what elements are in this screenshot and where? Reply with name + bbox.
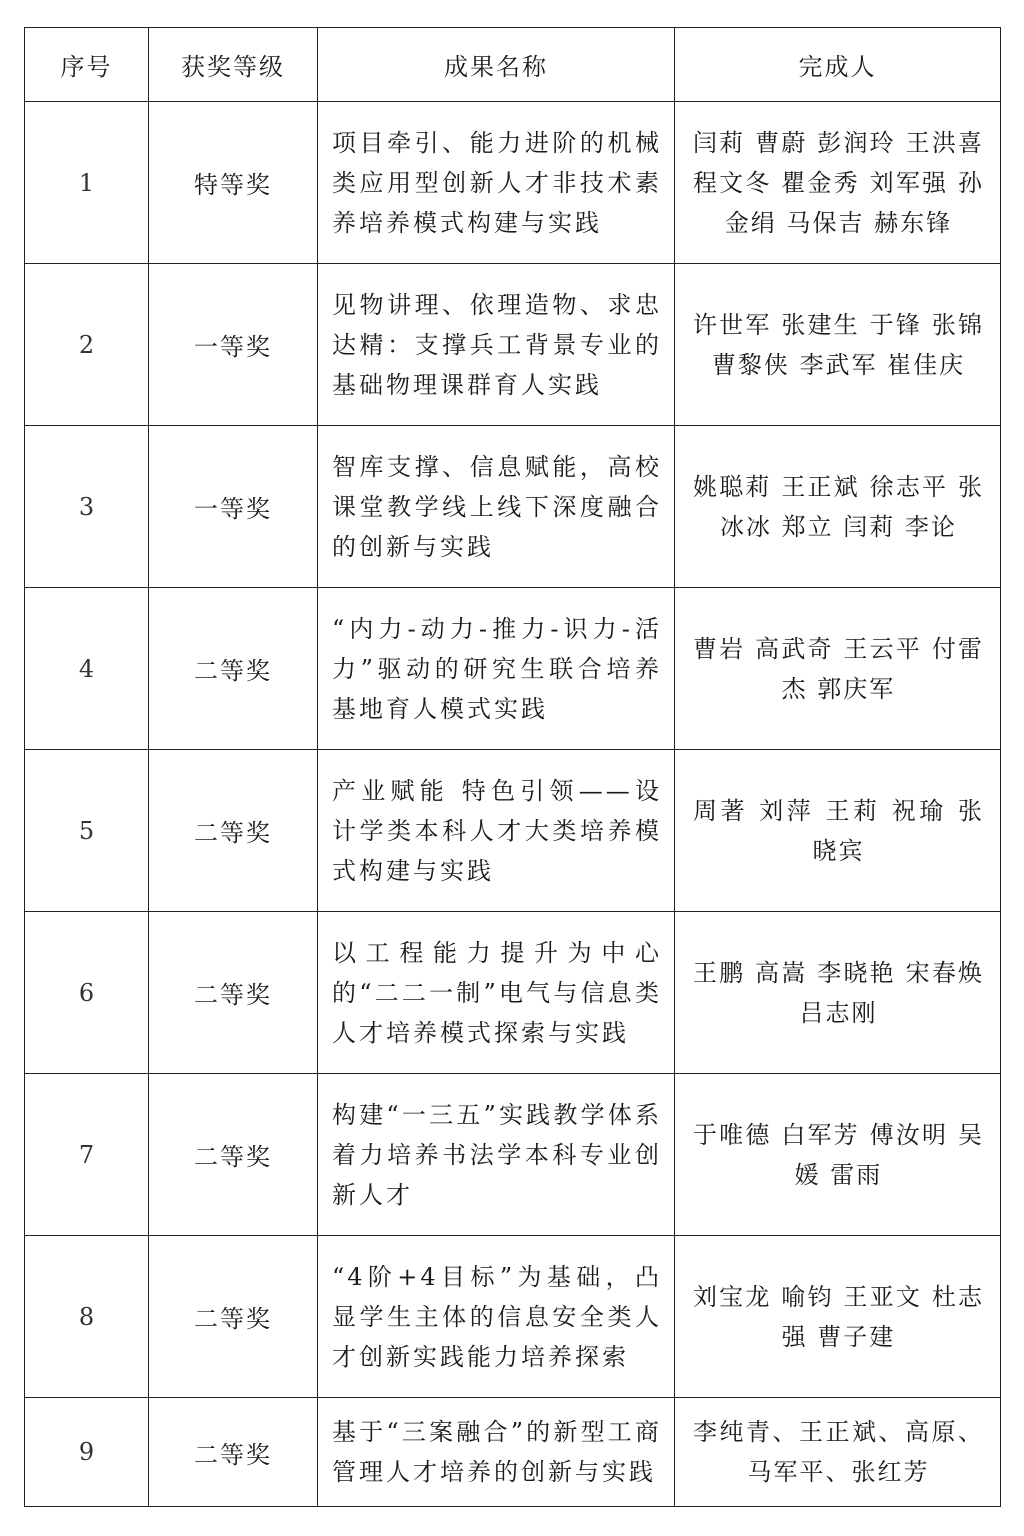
header-level: 获奖等级: [149, 28, 318, 102]
header-no: 序号: [25, 28, 149, 102]
contributors: 曹岩 高武奇 王云平 付雷杰 郭庆军: [675, 588, 1001, 750]
contributors: 李纯青、王正斌、高原、马军平、张红芳: [675, 1398, 1001, 1507]
achievement-title: 基于“三案融合”的新型工商管理人才培养的创新与实践: [318, 1398, 675, 1507]
row-number: 2: [25, 264, 149, 426]
table-header: [25, 28, 1001, 102]
contributors: 许世军 张建生 于锋 张锦 曹黎侠 李武军 崔佳庆: [675, 264, 1001, 426]
table-row: [25, 750, 1001, 912]
contributors: 于唯德 白军芳 傅汝明 吴媛 雷雨: [675, 1074, 1001, 1236]
table-row: [25, 102, 1001, 264]
table-row: [25, 912, 1001, 1074]
table-row: [25, 1236, 1001, 1398]
award-level: 二等奖: [149, 912, 318, 1074]
table-row: [25, 1398, 1001, 1507]
contributors: 刘宝龙 喻钧 王亚文 杜志强 曹子建: [675, 1236, 1001, 1398]
header-row: [25, 28, 1001, 102]
contributors: 周著 刘萍 王莉 祝瑜 张晓宾: [675, 750, 1001, 912]
award-level: 一等奖: [149, 264, 318, 426]
header-title: 成果名称: [318, 28, 675, 102]
achievement-title: 产业赋能 特色引领——设计学类本科人才大类培养模式构建与实践: [318, 750, 675, 912]
award-level: 二等奖: [149, 588, 318, 750]
award-level: 一等奖: [149, 426, 318, 588]
row-number: 9: [25, 1398, 149, 1507]
table-body: [25, 102, 1001, 1507]
row-number: 4: [25, 588, 149, 750]
award-level: 二等奖: [149, 1074, 318, 1236]
row-number: 7: [25, 1074, 149, 1236]
header-people: 完成人: [675, 28, 1001, 102]
award-level: 二等奖: [149, 1236, 318, 1398]
contributors: 姚聪莉 王正斌 徐志平 张冰冰 郑立 闫莉 李论: [675, 426, 1001, 588]
table-row: [25, 264, 1001, 426]
award-level: 特等奖: [149, 102, 318, 264]
row-number: 5: [25, 750, 149, 912]
award-table: [24, 27, 1001, 1507]
award-level: 二等奖: [149, 750, 318, 912]
achievement-title: 项目牵引、能力进阶的机械类应用型创新人才非技术素养培养模式构建与实践: [318, 102, 675, 264]
achievement-title: 构建“一三五”实践教学体系着力培养书法学本科专业创新人才: [318, 1074, 675, 1236]
row-number: 6: [25, 912, 149, 1074]
table-row: [25, 426, 1001, 588]
row-number: 3: [25, 426, 149, 588]
achievement-title: “4阶+4目标”为基础，凸显学生主体的信息安全类人才创新实践能力培养探索: [318, 1236, 675, 1398]
achievement-title: 智库支撑、信息赋能，高校课堂教学线上线下深度融合的创新与实践: [318, 426, 675, 588]
table-row: [25, 588, 1001, 750]
row-number: 1: [25, 102, 149, 264]
achievement-title: “内力-动力-推力-识力-活力”驱动的研究生联合培养基地育人模式实践: [318, 588, 675, 750]
achievement-title: 见物讲理、依理造物、求忠达精：支撑兵工背景专业的基础物理课群育人实践: [318, 264, 675, 426]
row-number: 8: [25, 1236, 149, 1398]
contributors: 闫莉 曹蔚 彭润玲 王洪喜 程文冬 瞿金秀 刘军强 孙金绢 马保吉 赫东锋: [675, 102, 1001, 264]
table-row: [25, 1074, 1001, 1236]
contributors: 王鹏 高嵩 李晓艳 宋春焕 吕志刚: [675, 912, 1001, 1074]
award-level: 二等奖: [149, 1398, 318, 1507]
achievement-title: 以工程能力提升为中心的“二二一制”电气与信息类人才培养模式探索与实践: [318, 912, 675, 1074]
